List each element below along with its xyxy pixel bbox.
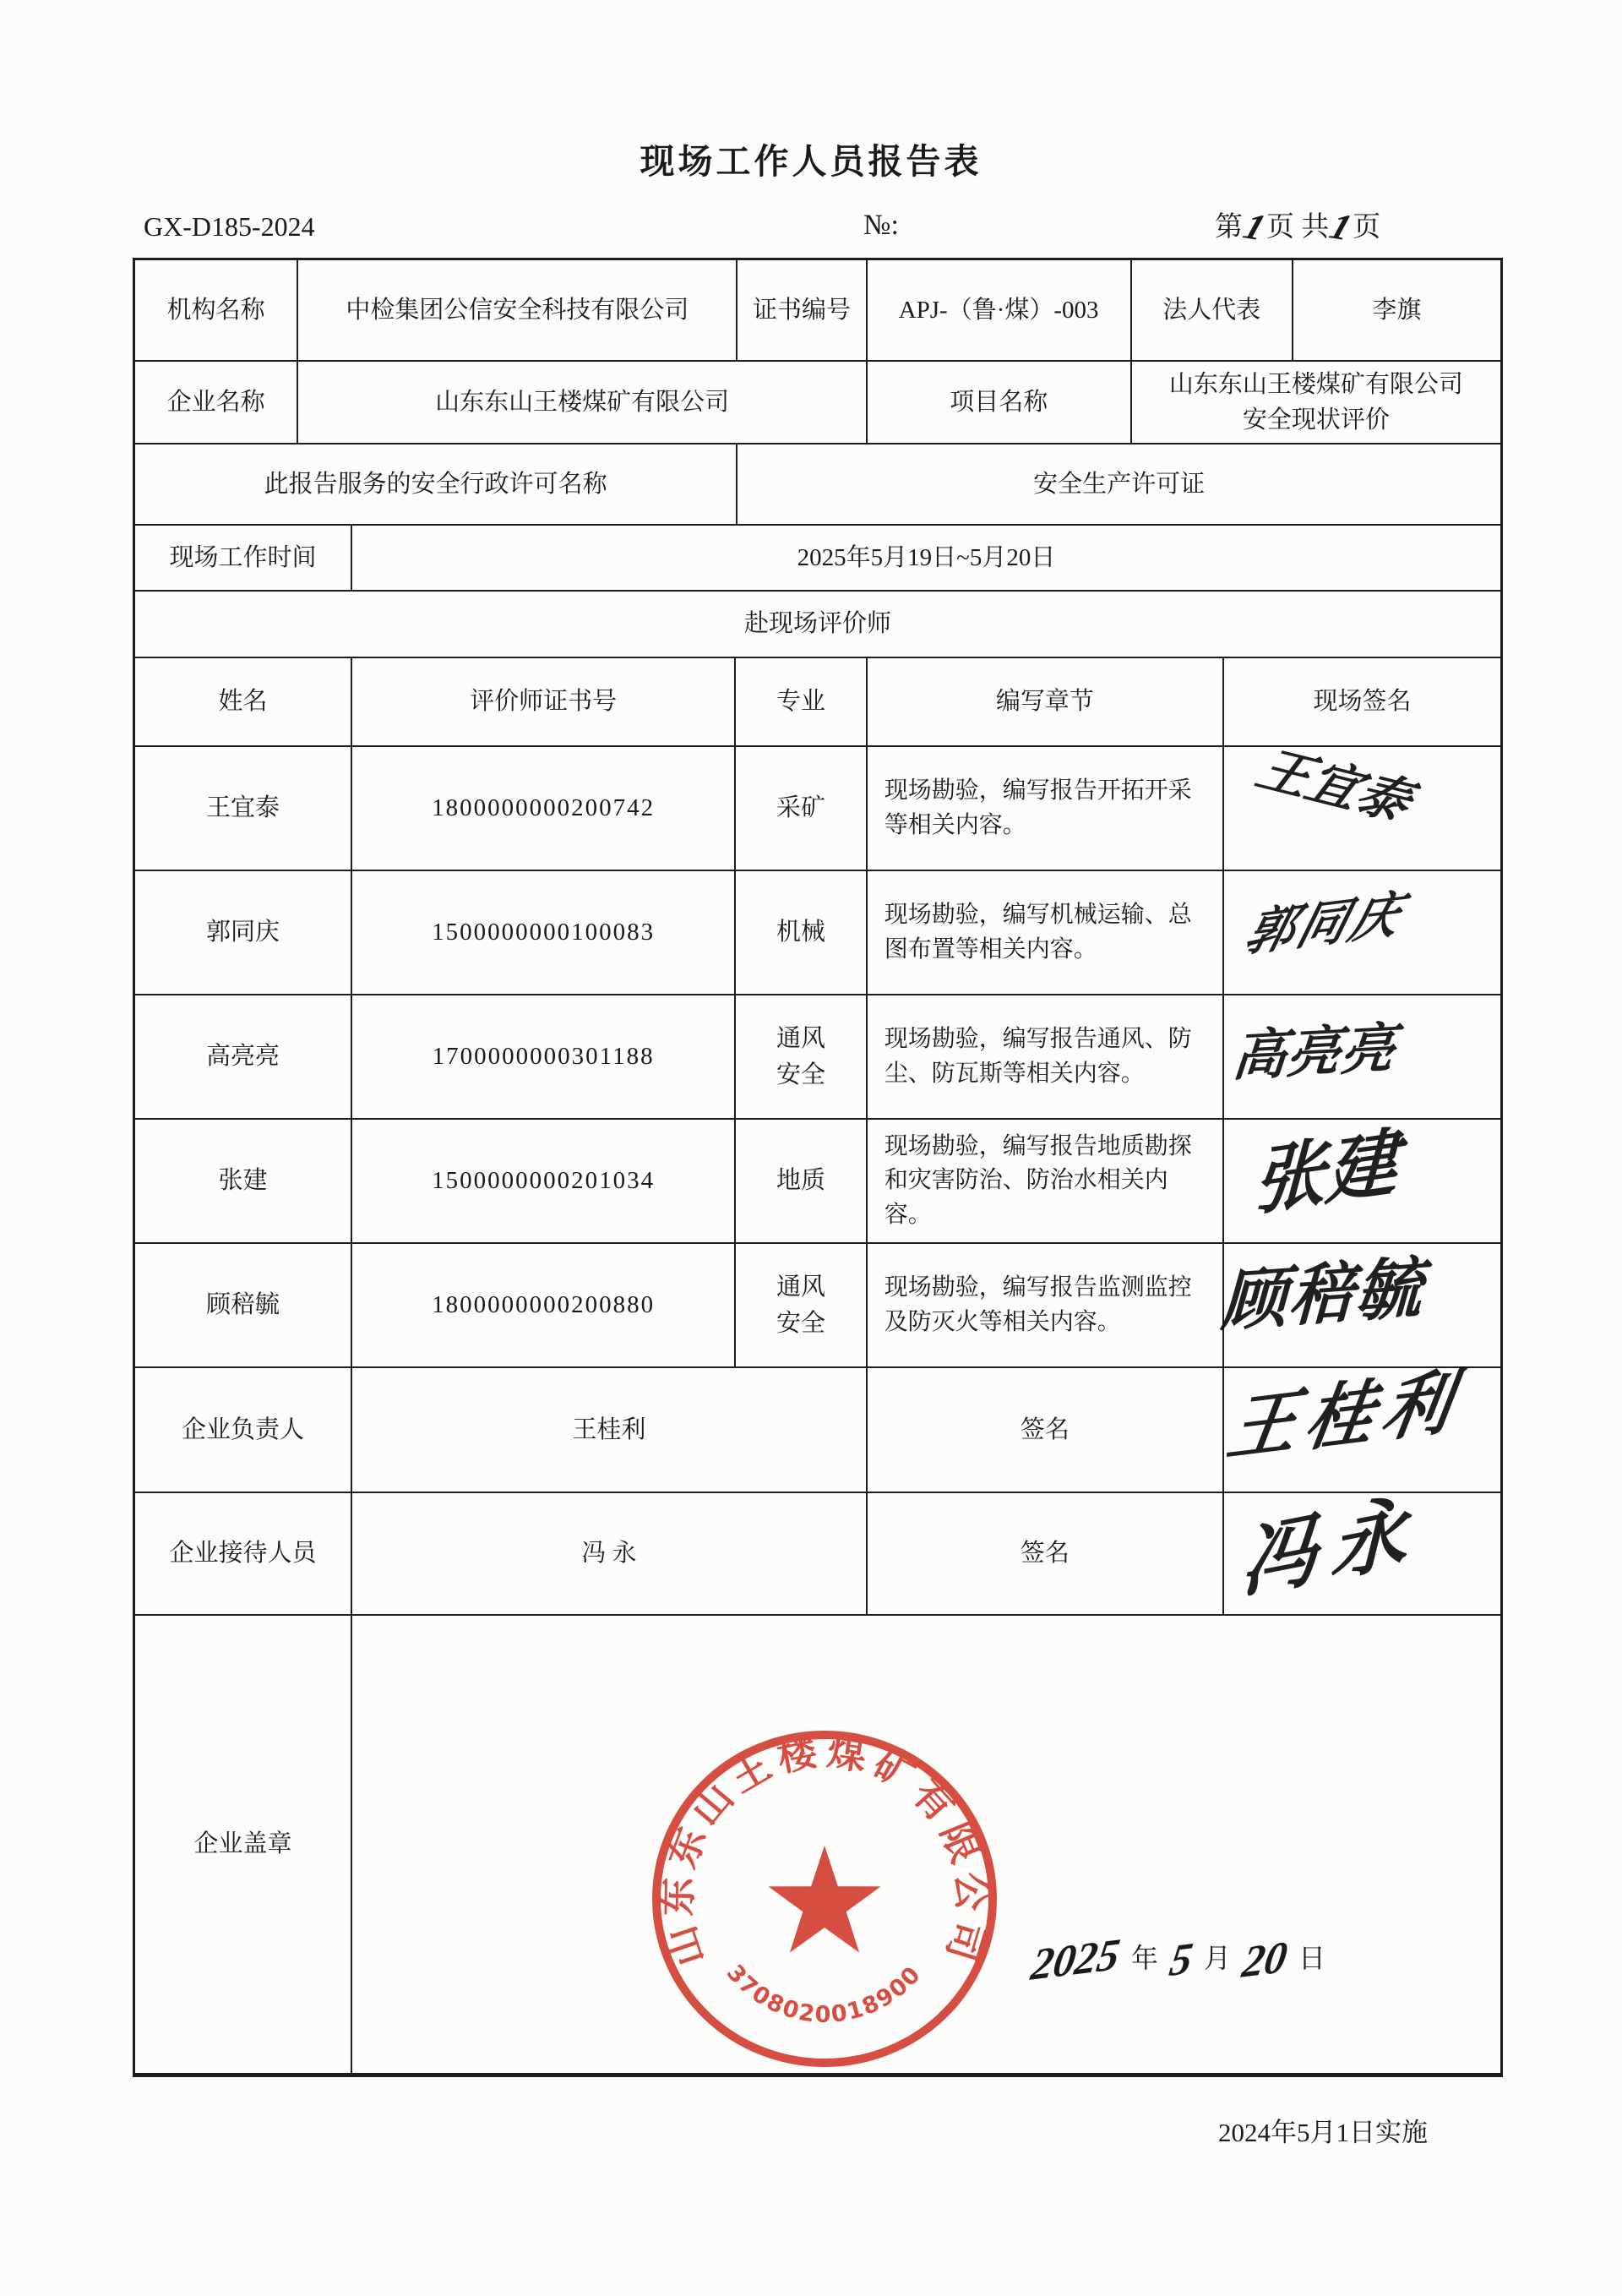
signature-gu-bangyu: 顾稖毓: [1219, 1251, 1425, 1339]
signature-cell: [1222, 995, 1500, 1118]
evaluator-name: 张建: [218, 1167, 268, 1195]
reception-sign-label: 签名: [866, 1493, 1222, 1614]
evaluator-chapter: 现场勘验，编写机械运输、总图布置等相关内容。: [866, 871, 1222, 994]
col-header-name: 姓名: [218, 688, 268, 716]
evaluators-section-title: 赴现场评价师: [743, 610, 891, 638]
signature-zhang-jian: 张建: [1252, 1121, 1399, 1224]
row-company-reception: [135, 1486, 1500, 1614]
signature-wang-yitai: 王宜泰: [1249, 741, 1420, 831]
evaluator-name: 顾稖毓: [205, 1291, 280, 1319]
signature-guo-tongqing: 郭同庆: [1238, 886, 1411, 963]
evaluator-cert: 1800000000200742: [351, 747, 734, 870]
evaluator-chapter: 现场勘验，编写报告地质勘探和灾害防治、防治水相关内容。: [866, 1120, 1222, 1242]
company-stamp: [647, 1730, 1002, 2068]
project-name-label: 项目名称: [866, 362, 1130, 443]
stamp-number: 3708020018900: [721, 1960, 926, 2029]
col-header-major: 专业: [734, 658, 865, 745]
org-name-value: 中检集团公信安全科技有限公司: [297, 260, 736, 360]
leader-label: 企业负责人: [181, 1415, 304, 1443]
evaluator-major: 机械: [734, 871, 865, 994]
handwritten-day: 20: [1238, 1933, 1291, 1988]
page-title: 现场工作人员报告表: [640, 142, 982, 181]
evaluator-major: 地质: [734, 1120, 865, 1242]
evaluator-major: 采矿: [734, 747, 865, 870]
implementation-date: 2024年5月1日实施: [1218, 2118, 1428, 2147]
evaluator-row: [135, 1242, 1500, 1366]
stamp-star-icon: [768, 1846, 880, 1953]
signature-cell: [1222, 1361, 1500, 1492]
stamp-label: 企业盖章: [193, 1830, 292, 1858]
doc-code: GX-D185-2024: [144, 211, 315, 242]
evaluator-cert: 1500000000100083: [351, 871, 734, 994]
evaluator-cert: 1500000000201034: [351, 1120, 734, 1242]
handwritten-month: 5: [1166, 1933, 1196, 1987]
handwritten-page-number: 1: [1238, 205, 1271, 248]
page-suffix: 页: [1353, 212, 1381, 243]
col-header-chapter: 编写章节: [866, 658, 1222, 745]
col-header-cert: 评价师证书号: [351, 658, 734, 745]
month-label: 月: [1204, 1943, 1232, 1973]
evaluator-row: [135, 1118, 1500, 1242]
row-section-header: [135, 590, 1500, 657]
cert-no-value: APJ-（鲁·煤）-003: [866, 260, 1130, 360]
org-name-label: 机构名称: [166, 296, 265, 324]
serial-no-label: №:: [863, 210, 899, 241]
evaluator-chapter: 现场勘验，编写报告开拓开采等相关内容。: [866, 747, 1222, 870]
row-license: [135, 443, 1500, 524]
evaluator-chapter: 现场勘验，编写报告监测监控及防灭火等相关内容。: [866, 1244, 1222, 1366]
svg-text:3708020018900: [721, 1960, 926, 2028]
signature-gao-liangliang: 高亮亮: [1230, 1017, 1398, 1088]
col-header-signature: 现场签名: [1222, 658, 1500, 745]
row-company-leader: [135, 1361, 1500, 1492]
day-label: 日: [1298, 1943, 1326, 1973]
reception-label: 企业接待人员: [169, 1540, 317, 1568]
evaluator-name: 王宜泰: [205, 794, 280, 822]
signature-feng-yong: 冯永: [1240, 1486, 1422, 1609]
evaluator-cert: 1700000000301188: [351, 995, 734, 1118]
enterprise-name-value: 山东东山王楼煤矿有限公司: [297, 362, 866, 443]
year-label: 年: [1131, 1943, 1159, 1973]
worktime-label: 现场工作时间: [169, 543, 317, 571]
signature-wang-guili: 王桂利: [1222, 1361, 1467, 1470]
license-value: 安全生产许可证: [736, 444, 1500, 524]
evaluator-row: [135, 994, 1500, 1118]
worktime-value: 2025年5月19日~5月20日: [351, 526, 1500, 590]
stamp-company-text: 山东东山王楼煤矿有限公司: [656, 1730, 993, 1972]
evaluator-cert: 1800000000200880: [351, 1244, 734, 1366]
page-indicator: [1215, 205, 1380, 246]
handwritten-year: 2025: [1027, 1929, 1124, 1991]
row-evaluator-headers: [135, 657, 1500, 745]
reception-name: 冯 永: [351, 1493, 866, 1614]
evaluator-row: [135, 741, 1500, 870]
license-label: 此报告服务的安全行政许可名称: [264, 470, 607, 498]
evaluator-name: 郭同庆: [205, 919, 280, 946]
page-prefix: 第: [1215, 212, 1243, 243]
evaluator-row: [135, 870, 1500, 994]
signature-cell: [1219, 1244, 1500, 1366]
evaluator-chapter: 现场勘验，编写报告通风、防尘、防瓦斯等相关内容。: [866, 995, 1222, 1118]
signature-cell: [1222, 1486, 1500, 1614]
leader-sign-label: 签名: [866, 1368, 1222, 1492]
evaluator-major: 通风安全: [734, 1244, 865, 1366]
signature-cell: [1222, 741, 1500, 870]
page-mid: 页 共: [1266, 212, 1330, 243]
cert-no-label: 证书编号: [736, 260, 865, 360]
handwritten-page-total: 1: [1325, 205, 1358, 248]
row-organization: [135, 260, 1500, 360]
row-worktime: [135, 524, 1500, 590]
project-name-value: 山东东山王楼煤矿有限公司安全现状评价: [1130, 362, 1500, 443]
evaluator-major: 通风安全: [734, 995, 865, 1118]
stamp-date: [1026, 1929, 1326, 1991]
signature-cell: [1222, 871, 1500, 994]
leader-name: 王桂利: [351, 1368, 866, 1492]
row-enterprise: [135, 360, 1500, 443]
legal-rep-value: 李旗: [1292, 260, 1500, 360]
enterprise-name-label: 企业名称: [166, 389, 265, 417]
legal-rep-label: 法人代表: [1130, 260, 1292, 360]
evaluator-name: 高亮亮: [205, 1043, 280, 1071]
signature-cell: [1222, 1120, 1500, 1242]
